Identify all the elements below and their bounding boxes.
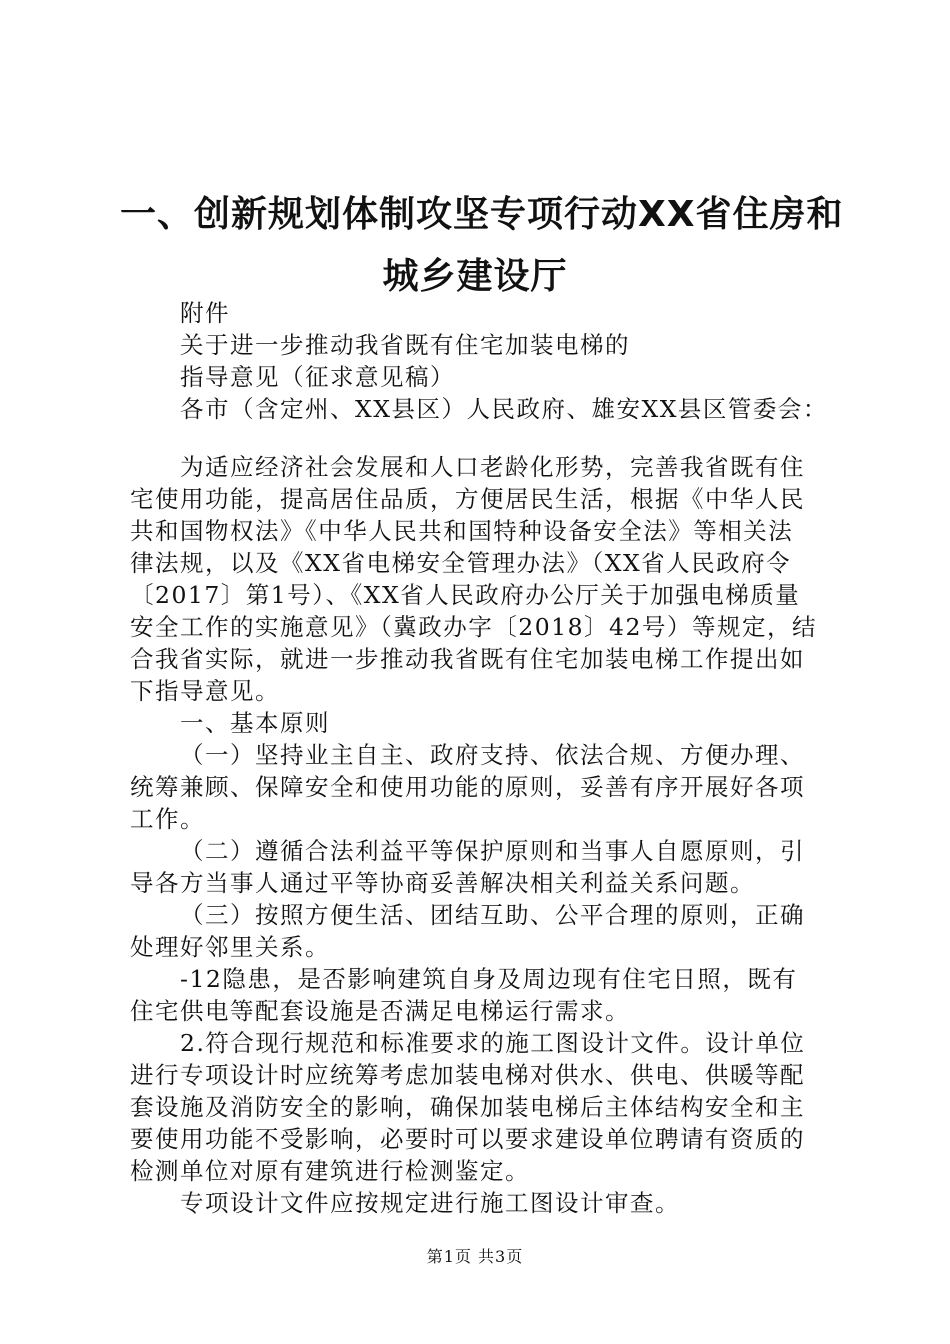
body-line: （三）按照方便生活、团结互助、公平合理的原则，正确 xyxy=(180,901,805,929)
body-line: （二）遵循合法利益平等保护原则和当事人自愿原则，引 xyxy=(180,837,805,865)
addressee-line: 各市（含定州、XX县区）人民政府、雄安XX县区管委会： xyxy=(180,395,828,423)
attachment-label: 附件 xyxy=(180,299,230,327)
body-line: 合我省实际，就进一步推动我省既有住宅加装电梯工作提出如 xyxy=(130,645,805,673)
body-line: 宅使用功能，提高居住品质，方便居民生活，根据《中华人民 xyxy=(130,485,805,513)
section-heading: 一、基本原则 xyxy=(180,709,330,737)
body-line: 工作。 xyxy=(130,805,205,833)
body-line: 律法规，以及《XX省电梯安全管理办法》（XX省人民政府令 xyxy=(130,549,792,577)
body-line: 安全工作的实施意见》（冀政办字〔2018〕42号）等规定，结 xyxy=(130,613,817,641)
subject-line: 关于进一步推动我省既有住宅加装电梯的 xyxy=(180,331,630,359)
body-line: 2.符合现行规范和标准要求的施工图设计文件。设计单位 xyxy=(180,1029,806,1057)
body-line: 处理好邻里关系。 xyxy=(130,933,330,961)
subject-line: 指导意见（征求意见稿） xyxy=(180,363,455,391)
body-line: 统筹兼顾、保障安全和使用功能的原则，妥善有序开展好各项 xyxy=(130,773,805,801)
body-line: 进行专项设计时应统筹考虑加装电梯对供水、供电、供暖等配 xyxy=(130,1061,805,1089)
body-line: 共和国物权法》《中华人民共和国特种设备安全法》等相关法 xyxy=(130,517,794,545)
document-title-line-1: 一、创新规划体制攻坚专项行动XX省住房和 xyxy=(120,194,844,235)
body-line: 套设施及消防安全的影响，确保加装电梯后主体结构安全和主 xyxy=(130,1093,805,1121)
body-line: 要使用功能不受影响，必要时可以要求建设单位聘请有资质的 xyxy=(130,1125,805,1153)
body-line: 导各方当事人通过平等协商妥善解决相关利益关系问题。 xyxy=(130,869,755,897)
body-line: （一）坚持业主自主、政府支持、依法合规、方便办理、 xyxy=(180,741,805,769)
body-line: 专项设计文件应按规定进行施工图设计审查。 xyxy=(180,1189,680,1217)
body-line: 为适应经济社会发展和人口老龄化形势，完善我省既有住 xyxy=(180,453,805,481)
page-footer: 第1页 共3页 xyxy=(426,1247,524,1266)
body-line: 〔2017〕第1号）、《XX省人民政府办公厅关于加强电梯质量 xyxy=(130,581,801,609)
document-title-line-2: 城乡建设厅 xyxy=(382,256,568,297)
body-line: 下指导意见。 xyxy=(130,677,280,705)
body-line: 住宅供电等配套设施是否满足电梯运行需求。 xyxy=(130,997,630,1025)
body-line: -12隐患，是否影响建筑自身及周边现有住宅日照，既有 xyxy=(180,965,798,993)
body-line: 检测单位对原有建筑进行检测鉴定。 xyxy=(130,1157,530,1185)
